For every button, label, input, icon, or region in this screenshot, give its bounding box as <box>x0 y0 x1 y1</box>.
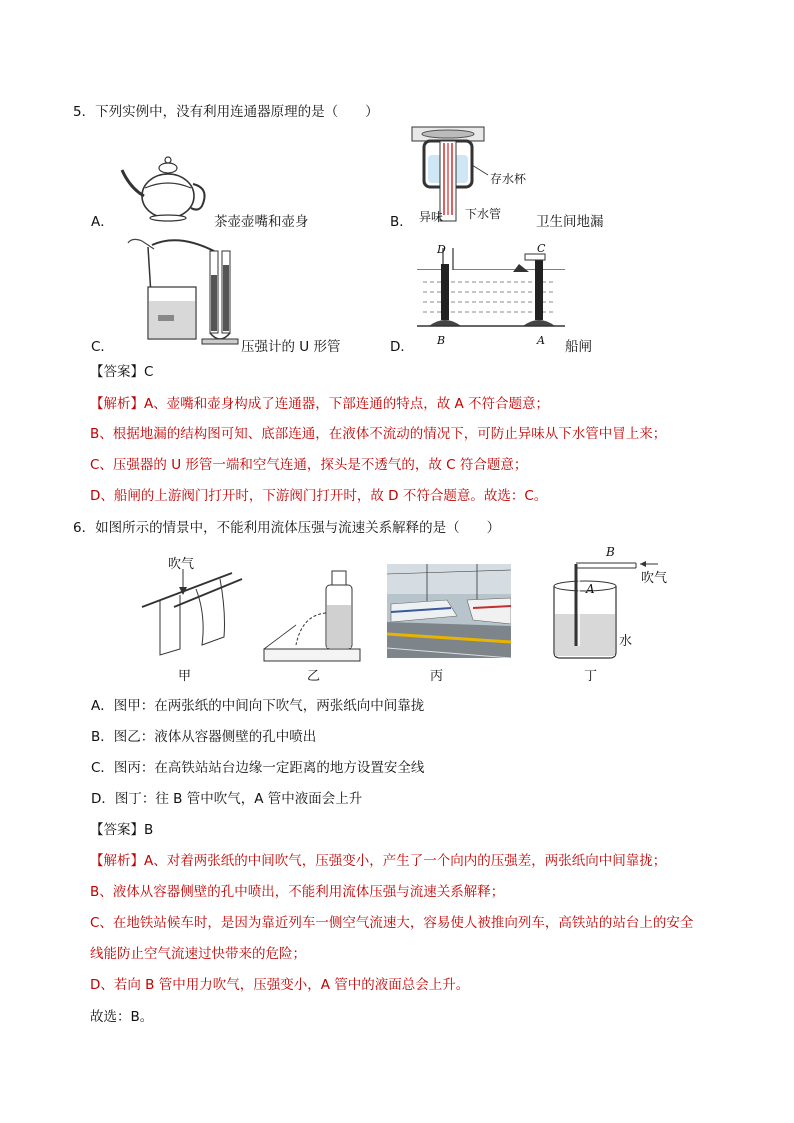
fig-yi-label: 乙 <box>307 669 321 684</box>
ding-blow-label: 吹气 <box>641 571 668 586</box>
q6-answer: 【答案】B <box>90 822 154 838</box>
q6-option-a: A．图甲：在两张纸的中间向下吹气，两张纸向中间靠拢 <box>91 698 425 714</box>
drain-label-cup: 存水杯 <box>490 172 527 186</box>
q6-option-b: B．图乙：液体从容器侧壁的孔中喷出 <box>91 729 317 745</box>
q6-option-d: D．图丁：往 B 管中吹气，A 管中液面会上升 <box>91 791 363 807</box>
drain-label-pipe: 下水管 <box>465 207 502 221</box>
bottle-jet-figure <box>262 565 367 665</box>
jia-blow-label: 吹气 <box>168 557 195 572</box>
q5-analysis-3: C、压强器的 U 形管一端和空气连通，探头是不透气的，故 C 符合题意； <box>90 457 528 473</box>
q6-analysis-5: D、若向 B 管中用力吹气，压强变小，A 管中的液面总会上升。 <box>90 977 470 993</box>
ding-label-B: B <box>606 545 615 559</box>
q6-analysis-6: 故选：B。 <box>90 1009 154 1025</box>
drain-label-smell: 异味 <box>419 210 444 224</box>
fig-ding-label: 丁 <box>584 669 598 684</box>
q5-optD-letter: D． <box>390 339 414 355</box>
fig-jia-label: 甲 <box>178 669 192 684</box>
q5-analysis-1: 【解析】A、壶嘴和壶身构成了连通器，下部连通的特点，故 A 不符合题意； <box>90 396 550 412</box>
paper-sheets-figure <box>140 555 250 660</box>
q5-analysis-2: B、根据地漏的结构图可知、底部连通，在液体不流动的情况下，可防止异味从下水管中冒上来； <box>90 426 667 442</box>
q6-question: 6．如图所示的情景中，不能利用流体压强与流速关系解释的是（ ） <box>73 520 501 536</box>
teapot-figure <box>118 148 214 224</box>
q5-optD-caption: 船闸 <box>565 339 592 355</box>
q6-analysis-4: 线能防止空气流速过快带来的危险； <box>90 946 306 962</box>
lock-label-A: A <box>537 334 545 347</box>
lock-label-B: B <box>437 334 446 347</box>
q5-optC-caption: 压强计的 U 形管 <box>241 339 341 355</box>
q5-optB-caption: 卫生间地漏 <box>536 214 604 230</box>
lock-label-D: D <box>437 243 446 256</box>
ding-water-label: 水 <box>619 634 633 649</box>
q5-optA-letter: A． <box>91 214 114 230</box>
lock-label-C: C <box>537 242 546 255</box>
q5-optC-letter: C． <box>91 339 114 355</box>
q5-optB-letter: B． <box>390 214 413 230</box>
fig-bing-label: 丙 <box>430 669 444 684</box>
q5-analysis-4: D、船闸的上游阀门打开时，下游阀门打开时，故 D 不符合题意。故选：C。 <box>90 488 548 504</box>
q6-option-c: C．图丙：在高铁站站台边缘一定距离的地方设置安全线 <box>91 760 425 776</box>
q5-answer: 【答案】C <box>90 364 154 380</box>
q5-optA-caption: 茶壶壶嘴和壶身 <box>214 214 309 230</box>
manometer-figure <box>118 235 240 350</box>
train-photo <box>387 564 511 658</box>
ding-label-A: A <box>586 582 595 596</box>
q5-question: 5．下列实例中，没有利用连通器原理的是（ ） <box>73 104 379 120</box>
q6-analysis-1: 【解析】A、对着两张纸的中间吹气，压强变小，产生了一个向内的压强差，两张纸向中间靠拢； <box>90 853 667 869</box>
q6-analysis-3: C、在地铁站候车时，是因为靠近列车一侧空气流速大，容易使人被推向列车，高铁站的站台上的安全 <box>90 915 694 931</box>
q6-analysis-2: B、液体从容器侧壁的孔中喷出，不能利用流体压强与流速关系解释； <box>90 884 505 900</box>
